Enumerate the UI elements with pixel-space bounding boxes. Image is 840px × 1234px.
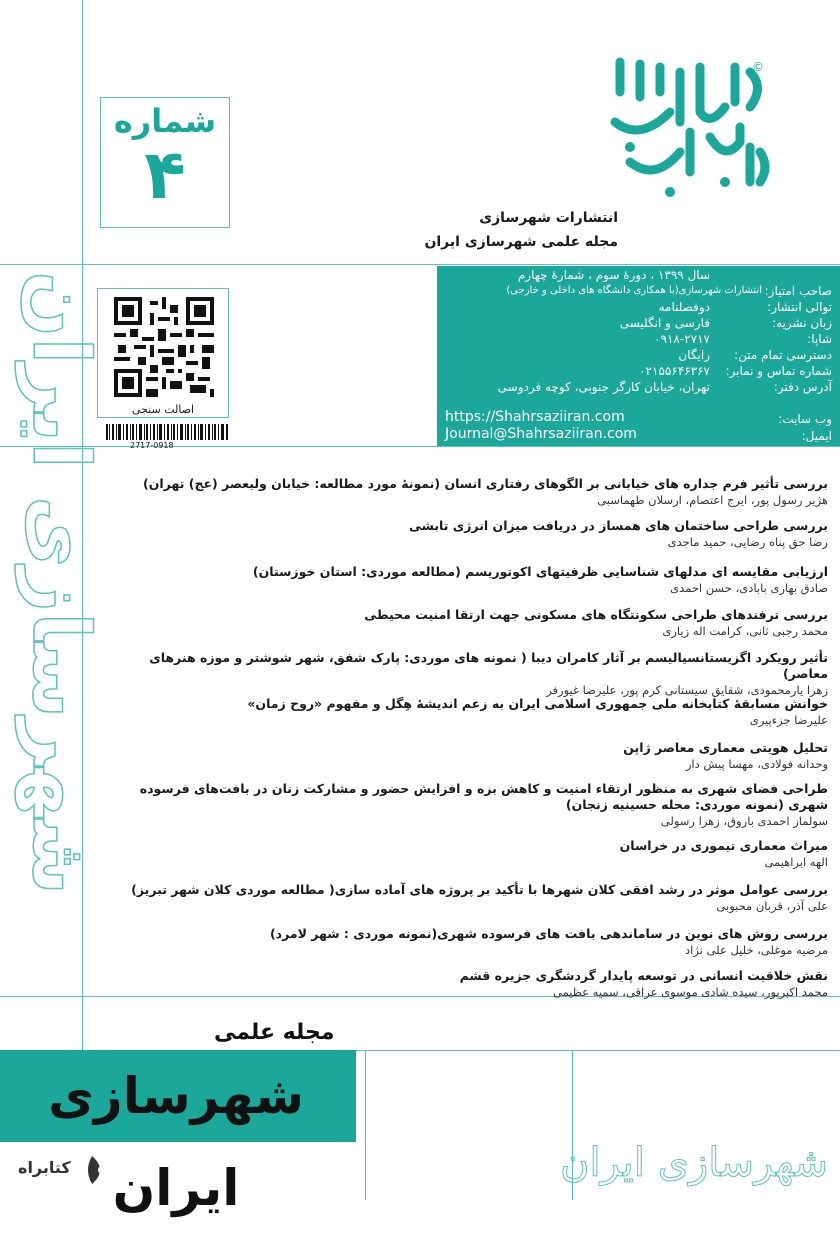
info-key: ایمیل: [801, 429, 832, 443]
qr-box [97, 288, 229, 418]
banner-subtitle: مجله علمی [214, 1020, 335, 1045]
article-title: میراث معماری تیموری در خراسان [619, 838, 828, 853]
qr-code[interactable] [114, 297, 214, 397]
frame-line [365, 1050, 366, 1200]
article-title: بررسی طراحی ساختمان های همساز در دریافت میزان انرژی تابشی [408, 518, 828, 533]
info-key: آدرس دفتر: [773, 380, 832, 394]
article-item[interactable] [100, 564, 828, 596]
article-title: طراحی فضای شهری به منظور ارتقاء امنیت و کاهش بزه و افزایش حضور و مشارکت زنان در بافت‌های فرسوده شهری (نمونه موردی: محله حسینیه زنجان) [139, 781, 828, 812]
info-key: شاپا: [807, 332, 832, 346]
copyright-mark: © [752, 60, 764, 74]
article-authors: الهه ابراهیمی [764, 855, 828, 869]
info-key: توالی انتشار: [767, 300, 832, 314]
article-authors: هژیر رسول پور، ایرج اعتصام، ارسلان طهماسبی [597, 493, 828, 507]
info-row-address [445, 380, 832, 394]
info-value: ۰۹۱۸-۲۷۱۷ [654, 332, 710, 346]
info-row-frequency [445, 300, 832, 314]
publisher-name: انتشارات شهرسازی [479, 210, 618, 226]
article-item[interactable] [100, 476, 828, 508]
website-link[interactable]: https://Shahrsaziiran.com [445, 409, 625, 425]
barcode-number: 2717-0918 [130, 441, 174, 450]
article-authors: علی آذر، قربان محبوبی [716, 899, 828, 913]
qr-label: اصالت سنجی [131, 403, 195, 416]
info-key: زبان نشریه: [772, 316, 832, 330]
info-value: فارسی و انگلیسی [619, 316, 710, 330]
side-watermark-text: شهرسازی ایران [15, 270, 105, 895]
article-title: بررسی تأثیر فرم جداره های خیابانی بر الگوهای رفتاری انسان (نمونهٔ مورد مطالعه: خیابان ولیعصر (عج) تهران) [143, 476, 828, 491]
article-title: خوانش مسابقهٔ کتابخانه ملی جمهوری اسلامی ایران به زعم اندیشهٔ هِگل و مفهوم «روح زمان» [247, 696, 828, 711]
bottom-watermark: شهرسازی ایران [560, 1140, 828, 1186]
info-key: صاحب امتیاز: [764, 284, 832, 298]
banner-title: شهرسازی ایران [48, 1067, 304, 1217]
article-title: بررسی ترفندهای طراحی سکونتگاه های مسکونی جهت ارتقا امنیت محیطی [364, 607, 828, 622]
article-authors: محمد رجبی ثانی، کرامت اله زیاری [662, 624, 828, 638]
info-key: شماره تماس و نمابر: [725, 364, 832, 378]
article-item[interactable] [100, 882, 828, 914]
info-value: دوفصلنامه [658, 300, 710, 314]
article-authors: محمد اکبرپور، سیده شادی موسوی عراقی، سمیه عظیمی [553, 985, 828, 999]
article-title: تأثیر رویکرد اگزیستانسیالیسم بر آثار کامران دیبا ( نمونه های موردی: پارک شفق، شهر شوشتر و موزه هنرهای معاصر) [149, 650, 828, 681]
issue-label: شماره [113, 102, 217, 140]
info-value: تهران، خیابان کارگر جنوبی، کوچه فردوسی [497, 380, 710, 394]
info-key: وب سایت: [778, 412, 832, 426]
email-link[interactable]: Journal@Shahrsaziiran.com [445, 426, 637, 442]
article-authors: علیرضا جزءپیری [749, 713, 828, 727]
article-item[interactable] [100, 968, 828, 1000]
side-watermark [0, 270, 105, 895]
article-item[interactable] [100, 518, 828, 550]
info-row-language [445, 316, 832, 330]
frame-line [0, 264, 840, 265]
article-title: بررسی روش های نوین در ساماندهی بافت های فرسوده شهری(نمونه موردی : شهر لامرد) [269, 926, 828, 941]
info-key: دسترسی تمام متن: [734, 348, 832, 362]
ketabrah-wordmark: کتابراه [18, 1158, 71, 1177]
article-authors: وحدانه فولادی، مهسا پیش دار [685, 757, 828, 771]
article-item[interactable] [100, 696, 828, 728]
publisher-logo [600, 52, 775, 202]
info-value: رایگان [678, 348, 710, 362]
article-authors: مرضیه موغلی، خلیل علی نژاد [685, 943, 828, 957]
article-item[interactable] [100, 781, 828, 829]
article-authors: صادق بهاری بابادی، حسن احمدی [670, 581, 828, 595]
issue-number: ۴ [144, 136, 186, 215]
article-title: بررسی عوامل موثر در رشد افقی کلان شهرها با تأکید بر پروژه های آماده سازی( مطالعه موردی کلان شهر تبریز) [131, 882, 828, 897]
article-authors: زهرا یارمحمودی، شقایق سیستانی کرم پور، علیرضا غیورفر [546, 683, 828, 697]
article-authors: رضا حق پناه رضایی، حمید ماجدی [667, 535, 828, 549]
info-row-issn [445, 332, 832, 346]
article-authors: سولماز احمدی باروق، زهرا رسولی [660, 814, 828, 828]
article-title: ارزیابی مقایسه ای مدلهای شناسایی ظرفیتهای اکوتوریسم (مطالعه موردی: استان خوزستان) [252, 564, 828, 579]
article-item[interactable] [100, 740, 828, 772]
info-row-access [445, 348, 832, 362]
article-item[interactable] [100, 650, 828, 698]
article-item[interactable] [100, 838, 828, 870]
article-item[interactable] [100, 926, 828, 958]
info-row-phone [445, 364, 832, 378]
article-item[interactable] [100, 607, 828, 639]
info-value: ۰۲۱۵۵۶۴۶۳۶۷ [639, 364, 710, 378]
issue-year-line: سال ۱۳۹۹ ، دورهٔ سوم ، شمارهٔ چهارم [517, 268, 710, 282]
info-value: انتشارات شهرسازی(با همکاری دانشگاه های داخلی و خارجی) [506, 285, 762, 296]
info-panel [437, 266, 840, 446]
info-row-owner [445, 284, 832, 298]
frame-line [0, 446, 840, 447]
article-title: تحلیل هویتی معماری معاصر ژاپن [623, 740, 828, 755]
issue-box [100, 97, 230, 228]
magazine-name: مجله علمی شهرسازی ایران [424, 234, 618, 250]
article-title: نقش خلاقیت انسانی در توسعه پایدار گردشگری جزیره قشم [459, 968, 828, 983]
